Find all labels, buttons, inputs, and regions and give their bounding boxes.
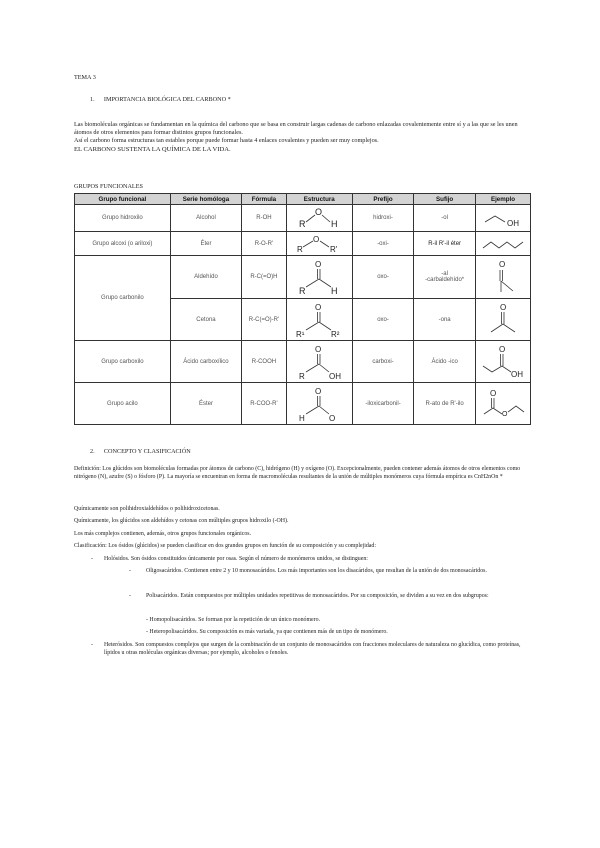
chem-line-1: Químicamente son polihidroxialdehídos o polihidroxicetonas. xyxy=(74,506,220,512)
cell-estructura xyxy=(286,232,352,256)
cell-sufijo: -ol xyxy=(414,205,476,232)
chem-line-2: Químicamente, los glúcidos son aldehídos y cetonas con múltiples grupos hidroxilo (-OH). xyxy=(74,518,289,524)
cell-prefijo: carboxi- xyxy=(352,341,414,383)
cell-grupo: Grupo acilo xyxy=(75,383,171,425)
svg-text:O: O xyxy=(315,260,322,269)
svg-text:H: H xyxy=(331,219,338,229)
svg-text:H: H xyxy=(331,286,338,296)
cell-serie: Éter xyxy=(170,232,241,256)
ether-structure xyxy=(289,233,349,255)
cell-prefijo: -oxi- xyxy=(352,232,414,256)
bullet-dash: - xyxy=(129,593,131,599)
svg-text:OH: OH xyxy=(329,371,342,381)
table-row xyxy=(75,232,531,256)
table-header-row xyxy=(75,194,531,205)
svg-text:O: O xyxy=(315,302,322,312)
carboxylic-structure xyxy=(289,342,349,382)
svg-text:O: O xyxy=(315,386,322,396)
classification-line: Clasificación: Los ósidos (glúcidos) se pueden clasificar en dos grandes grupos en función de su composición y su complejidad: xyxy=(74,543,376,549)
heteropolisacaridos-item: - Heteropolisacáridos. Su composición es más variada, ya que contienen más de un tipo de monómero. xyxy=(146,629,388,635)
cell-ejemplo xyxy=(475,383,530,425)
bullet-dash: - xyxy=(129,568,131,574)
svg-text:O: O xyxy=(501,410,508,418)
cell-prefijo: oxo- xyxy=(352,256,414,299)
cell-sufijo xyxy=(414,256,476,299)
ethanol-example xyxy=(479,206,527,230)
cell-ejemplo xyxy=(475,205,530,232)
cell-grupo: Grupo hidroxilo xyxy=(75,205,171,232)
ketone-example xyxy=(483,300,523,340)
cell-ejemplo xyxy=(475,256,530,299)
homopolisacaridos-item: - Homopolisacáridos. Se forman por la repetición de un único monómero. xyxy=(146,617,321,623)
cell-serie: Aldehído xyxy=(170,256,241,299)
section1-p1: Las biomoléculas orgánicas se fundamentan en la química del carbono que se basa en construir largas cadenas de carbono enlazadas covalentemente entre sí y a las que se les unen átomos de otros elementos para formar distintos grupos funcionales. xyxy=(74,121,518,137)
svg-text:O: O xyxy=(329,413,336,423)
section1-title: 1. IMPORTANCIA BIOLÓGICA DEL CARBONO * xyxy=(90,96,231,103)
definition-paragraph: Definición: Los glúcidos son biomoléculas formadas por átomos de carbono (C), hidrógeno (H) y oxígeno (O). Excepcionalmente, pueden contener además átomos de otros elementos como nitrógeno (N), azufre (S) o fósforo (P). La mayoría se encuentran en forma de macromoléculas resultantes de la unión de múltiples monómeros cuya fórmula empírica es CnH2nOn * xyxy=(74,466,521,481)
holosidos-item: Holósidos. Son ósidos constituidos únicamente por osas. Según el número de monómeros unidos, se distinguen: xyxy=(104,556,368,562)
sufijo-al: -al xyxy=(441,271,448,277)
ketone-structure xyxy=(289,300,349,340)
svg-text:R: R xyxy=(299,371,306,381)
header-serie: Serie homóloga xyxy=(170,194,241,205)
section2-title: 2. CONCEPTO Y CLASIFICACIÓN xyxy=(90,448,191,455)
chem-line-3: Los más complejos contienen, además, otros grupos funcionales orgánicos. xyxy=(74,531,252,537)
section1-p2: Así el carbono forma estructuras tan estables porque puede formar hasta 4 enlaces covalentes y pueden ser muy complejos. xyxy=(74,137,379,145)
header-sufijo: Sufijo xyxy=(414,194,476,205)
cell-sufijo: -ona xyxy=(414,299,476,341)
cell-formula: R-O-R' xyxy=(242,232,287,256)
header-ejemplo: Ejemplo xyxy=(475,194,530,205)
cell-formula: R-COOH xyxy=(242,341,287,383)
groups-heading: GRUPOS FUNCIONALES xyxy=(74,183,143,190)
table-row xyxy=(75,341,531,383)
cell-grupo: Grupo carbonilo xyxy=(75,256,171,341)
header-formula: Fórmula xyxy=(242,194,287,205)
cell-formula: R-C(=O)-R' xyxy=(242,299,287,341)
alcohol-structure xyxy=(289,206,349,230)
cell-grupo: Grupo alcoxi (o ariloxi) xyxy=(75,232,171,256)
svg-text:O: O xyxy=(489,388,497,398)
svg-text:OH: OH xyxy=(510,369,523,379)
cell-prefijo: -iloxicarbonil- xyxy=(352,383,414,425)
bullet-dash: - xyxy=(91,642,93,648)
cell-prefijo: oxo- xyxy=(352,299,414,341)
table-row xyxy=(75,205,531,232)
header-prefijo: Prefijo xyxy=(352,194,414,205)
table-row xyxy=(75,256,531,299)
polisacaridos-item: Polisacáridos. Están compuestos por múltiples unidades repetitivas de monosacáridos. Por su composición, se dividen a su vez en dos subgrupos: xyxy=(146,593,489,599)
cell-serie: Ácido carboxílico xyxy=(170,341,241,383)
carboxylic-example xyxy=(479,342,527,382)
oligosacaridos-item: Oligosacáridos. Contienen entre 2 y 10 monosacáridos. Los más importantes son los disacáridos, que resultan de la unión de dos monosacáridos. xyxy=(146,568,487,574)
aldehyde-example xyxy=(483,257,523,297)
svg-text:O: O xyxy=(315,344,322,354)
svg-text:R: R xyxy=(299,286,306,296)
cell-formula: R-C(=O)H xyxy=(242,256,287,299)
aldehyde-structure xyxy=(289,257,349,297)
cell-estructura xyxy=(286,299,352,341)
cell-serie: Alcohol xyxy=(170,205,241,232)
section1-p3: EL CARBONO SUSTENTA LA QUÍMICA DE LA VIDA. xyxy=(74,145,231,153)
cell-ejemplo xyxy=(475,299,530,341)
svg-text:H: H xyxy=(299,413,306,423)
bullet-dash: - xyxy=(91,556,93,562)
svg-text:R²: R² xyxy=(331,329,340,339)
cell-sufijo: Ácido -ico xyxy=(414,341,476,383)
cell-serie: Éster xyxy=(170,383,241,425)
svg-text:O: O xyxy=(313,234,320,244)
cell-grupo: Grupo carboxilo xyxy=(75,341,171,383)
svg-text:O: O xyxy=(315,207,323,217)
ester-example xyxy=(478,384,528,424)
ester-structure xyxy=(289,384,349,424)
svg-text:R: R xyxy=(297,244,304,254)
section1-body xyxy=(74,121,534,154)
cell-formula: R-OH xyxy=(242,205,287,232)
header-grupo: Grupo funcional xyxy=(75,194,171,205)
cell-sufijo: R-il R'-il éter xyxy=(414,232,476,256)
cell-ejemplo xyxy=(475,232,530,256)
cell-estructura xyxy=(286,256,352,299)
cell-formula: R-COO-R' xyxy=(242,383,287,425)
sufijo-carbaldehido: -carbaldehído* xyxy=(425,277,465,283)
cell-estructura xyxy=(286,205,352,232)
svg-text:R': R' xyxy=(330,244,338,254)
cell-estructura xyxy=(286,341,352,383)
header-estructura: Estructura xyxy=(286,194,352,205)
cell-prefijo: hidroxi- xyxy=(352,205,414,232)
svg-text:O: O xyxy=(498,260,506,269)
heterosidos-item: Heterósidos. Son compuestos complejos que surgen de la combinación de un conjunto de monosacáridos con fracciones moleculares de naturaleza no glucídica, como proteínas, lípidos u otras moléculas orgánicas diversas; por ejemplo, alcoholes o fenoles. xyxy=(104,642,521,657)
table-row xyxy=(75,383,531,425)
svg-text:O: O xyxy=(499,302,507,312)
functional-groups-table xyxy=(74,193,531,425)
svg-text:OH: OH xyxy=(506,219,519,228)
svg-text:R¹: R¹ xyxy=(296,329,305,339)
cell-ejemplo xyxy=(475,341,530,383)
cell-sufijo: R-ato de R'-ilo xyxy=(414,383,476,425)
svg-text:O: O xyxy=(498,344,506,354)
tema-label: TEMA 3 xyxy=(74,74,96,81)
cell-serie: Cetona xyxy=(170,299,241,341)
ether-example xyxy=(479,234,527,254)
cell-estructura xyxy=(286,383,352,425)
svg-text:R: R xyxy=(299,219,306,229)
